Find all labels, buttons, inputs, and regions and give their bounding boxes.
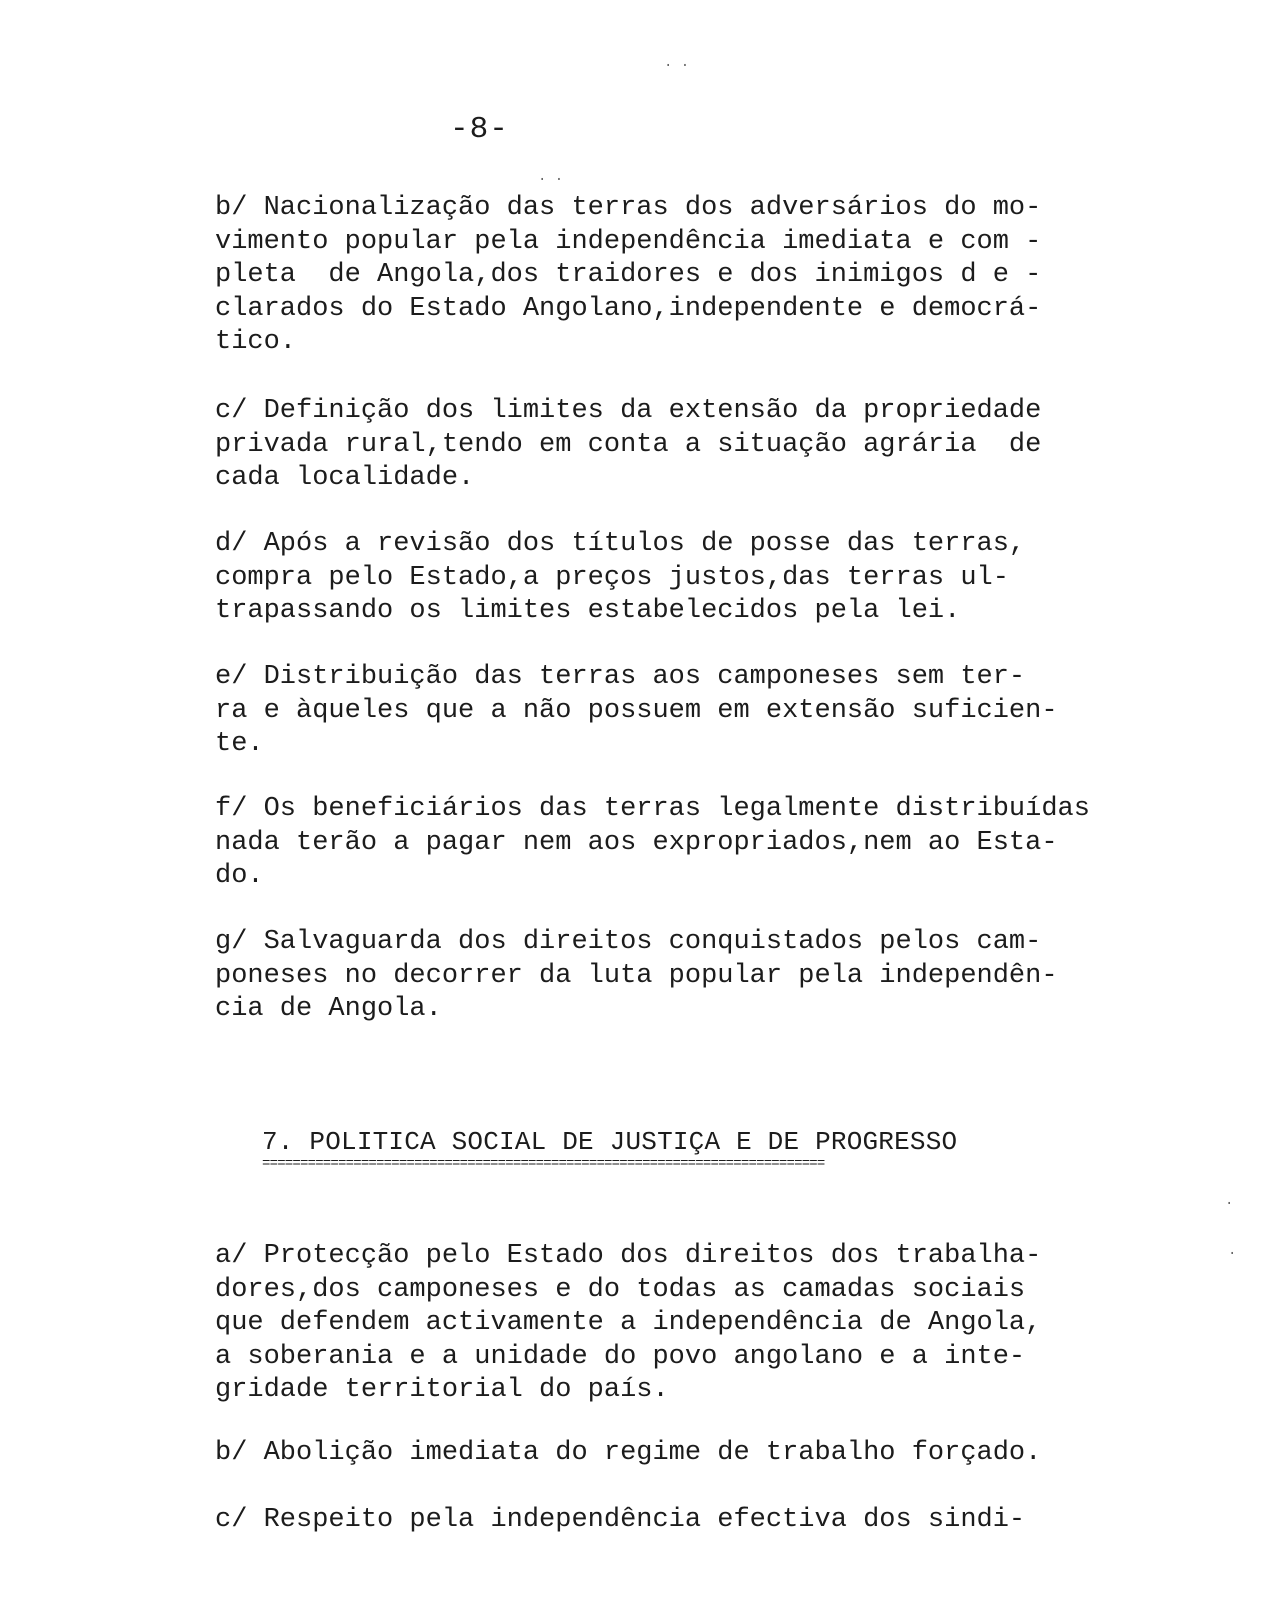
paragraph-b-nationalization: b/ Nacionalização das terras dos adversários do mo- vimento popular pela independência imediata e com - pleta de Angola,dos traidores e dos inimigos d e - clarados do Estado Angolano,independente e democrá- tico. [215,193,1042,357]
paragraph-c-unions: c/ Respeito pela independência efectiva dos sindi- [215,1505,1026,1535]
scan-speck: · [1228,1246,1237,1262]
paragraph-a-worker-protection: a/ Protecção pelo Estado dos direitos dos trabalha- dores,dos camponeses e do todas as camadas sociais que defendem activamente a independência de Angola, a soberania e a unidade do povo angolano e a inte- gridade territorial do país. [215,1241,1042,1405]
page-number: -8- [450,112,509,147]
section-heading-block [262,1127,1082,1169]
scan-speck: · · [538,172,564,188]
paragraph-f-beneficiaries: f/ Os beneficiários das terras legalmente distribuídas nada terão a pagar nem aos expropriados,nem ao Esta- do. [215,794,1090,891]
paragraph-g-peasant-rights: g/ Salvaguarda dos direitos conquistados pelos cam- poneses no decorrer da luta popular pela independên- cia de Angola. [215,927,1058,1024]
section-heading: 7. POLITICA SOCIAL DE JUSTIÇA E DE PROGRESSO [262,1127,958,1157]
paragraph-c-property-limits: c/ Definição dos limites da extensão da propriedade privada rural,tendo em conta a situação agrária de cada localidade. [215,396,1042,493]
heading-double-underline: ========================================================================== [262,1159,825,1169]
scan-speck: · [1225,1196,1234,1212]
paragraph-b-forced-labour: b/ Abolição imediata do regime de trabalho forçado. [215,1438,1042,1468]
paragraph-d-land-purchase: d/ Após a revisão dos títulos de posse das terras, compra pelo Estado,a preços justos,das terras ul- trapassando os limites estabelecidos pela lei. [215,529,1026,626]
scan-speck: · · [664,58,690,74]
paragraph-e-land-distribution: e/ Distribuição das terras aos camponeses sem ter- ra e àqueles que a não possuem em extensão suficien- te. [215,662,1058,759]
